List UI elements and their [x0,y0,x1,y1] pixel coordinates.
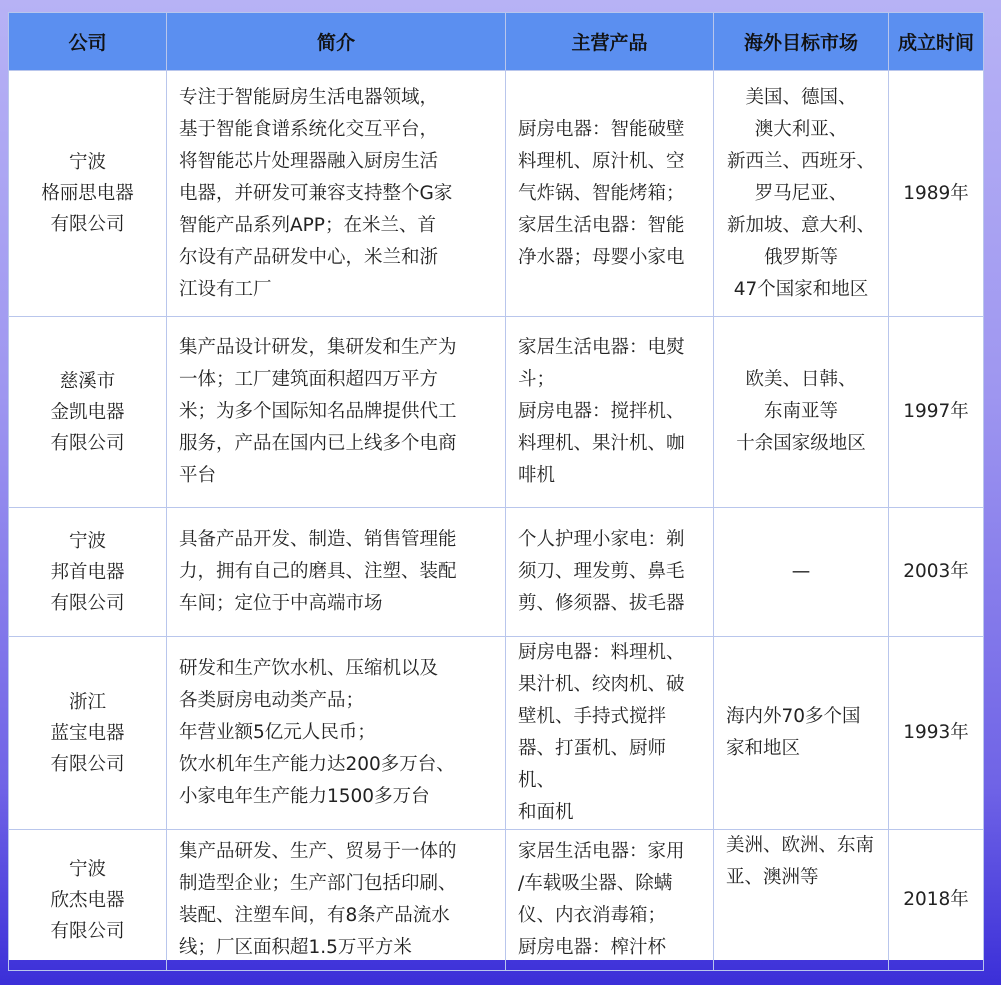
products-cell: 厨房电器：智能破壁 料理机、原汁机、空 气炸锅、智能烤箱； 家居生活电器：智能 净水器；母婴小家电 [506,71,714,317]
intro-cell: 具备产品开发、制造、销售管理能 力，拥有自己的磨具、注塑、装配 车间；定位于中高端市场 [167,508,506,637]
company-cell: 宁波 格丽思电器 有限公司 [9,71,167,317]
markets-cell: 美国、德国、 澳大利亚、 新西兰、西班牙、 罗马尼亚、 新加坡、意大利、 俄罗斯等 47个国家和地区 [714,71,889,317]
table-header-row [9,13,984,71]
header-products: 主营产品 [506,13,714,71]
markets-cell: 海内外70多个国 家和地区 [714,637,889,830]
company-cell: 慈溪市 金凯电器 有限公司 [9,317,167,508]
table-row [9,508,984,637]
intro-cell: 专注于智能厨房生活电器领域， 基于智能食谱系统化交互平台， 将智能芯片处理器融入厨房生活 电器，并研发可兼容支持整个G家 智能产品系列APP；在米兰、首 尔设有产品研发中心，米兰和浙 江设有工厂 [167,71,506,317]
table-row [9,830,984,971]
company-cell: 宁波 邦首电器 有限公司 [9,508,167,637]
products-cell: 个人护理小家电：剃 须刀、理发剪、鼻毛 剪、修须器、拔毛器 [506,508,714,637]
company-cell: 宁波 欣杰电器 有限公司 [9,830,167,971]
header-markets: 海外目标市场 [714,13,889,71]
year-cell: 1997年 [889,317,984,508]
year-cell: 2003年 [889,508,984,637]
intro-cell: 集产品设计研发，集研发和生产为 一体；工厂建筑面积超四万平方 米；为多个国际知名品牌提供代工 服务，产品在国内已上线多个电商 平台 [167,317,506,508]
intro-cell: 研发和生产饮水机、压缩机以及 各类厨房电动类产品； 年营业额5亿元人民币； 饮水机年生产能力达200多万台、 小家电年生产能力1500多万台 [167,637,506,830]
table-row [9,71,984,317]
products-cell: 家居生活电器：电熨 斗； 厨房电器：搅拌机、 料理机、果汁机、咖 啡机 [506,317,714,508]
table-row [9,637,984,830]
products-cell: 家居生活电器：家用 /车载吸尘器、除螨 仪、内衣消毒箱； 厨房电器：榨汁杯 [506,830,714,971]
products-cell: 厨房电器：料理机、 果汁机、绞肉机、破 壁机、手持式搅拌 器、打蛋机、厨师机、 和面机 [506,637,714,830]
header-company: 公司 [9,13,167,71]
year-cell: 2018年 [889,830,984,971]
company-comparison-table [8,12,984,971]
header-year: 成立时间 [889,13,984,71]
intro-cell: 集产品研发、生产、贸易于一体的 制造型企业；生产部门包括印刷、 装配、注塑车间，有8条产品流水 线；厂区面积超1.5万平方米 [167,830,506,971]
year-cell: 1989年 [889,71,984,317]
company-cell: 浙江 蓝宝电器 有限公司 [9,637,167,830]
header-intro: 简介 [167,13,506,71]
year-cell: 1993年 [889,637,984,830]
company-table-container [8,12,983,960]
table-row [9,317,984,508]
markets-cell: 欧美、日韩、 东南亚等 十余国家级地区 [714,317,889,508]
markets-cell: 美洲、欧洲、东南 亚、澳洲等 [714,830,889,971]
markets-cell: — [714,508,889,637]
